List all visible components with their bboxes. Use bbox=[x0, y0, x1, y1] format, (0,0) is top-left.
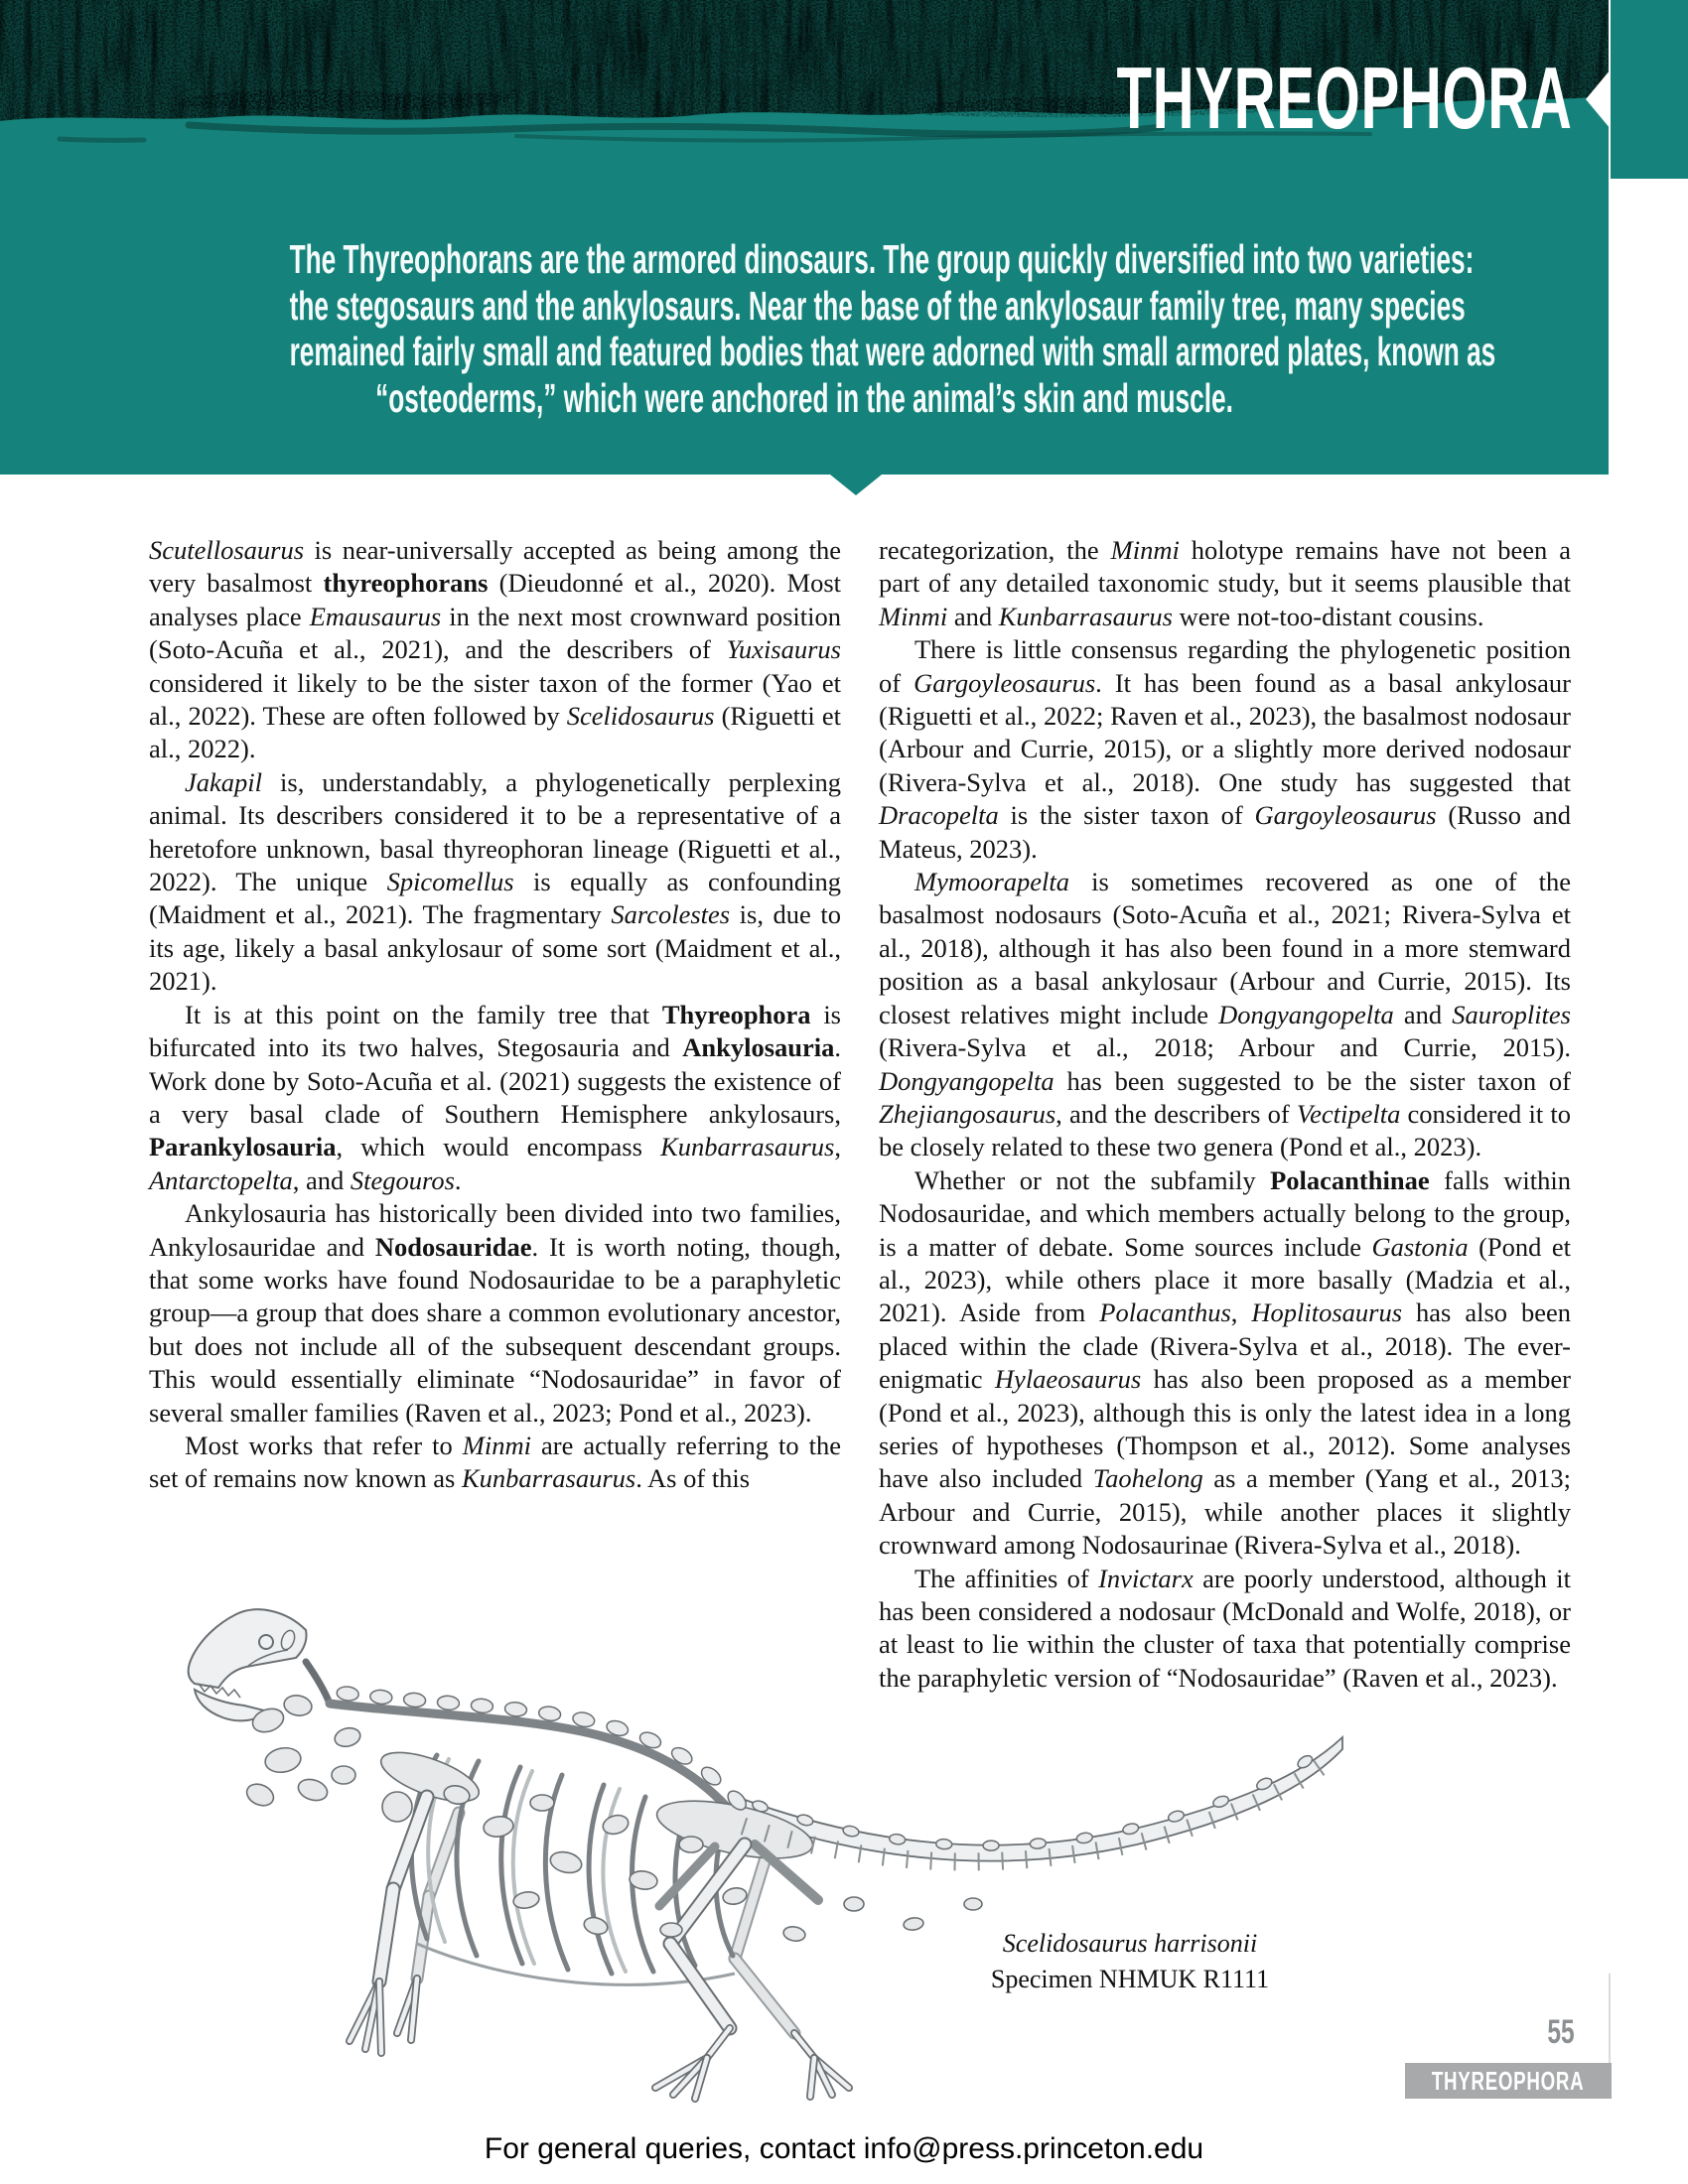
text-column-right bbox=[879, 534, 1571, 1695]
paragraph: Ankylosauria has historically been divided into two families, Ankylosauridae and Nodosauridae. It is worth noting, though, that some works have found Nodosauridae to be a paraphyletic group—a group that does share a common evolutionary ancestor, but does not include all of the subsequent descendant groups. This would essentially eliminate “Nodosauridae” in favor of several smaller families (Raven et al., 2023; Pond et al., 2023). bbox=[149, 1198, 841, 1428]
copyright-line: distributed, posted, or reproduced in any form by digital or mechanical bbox=[501, 43, 1177, 68]
osteoderm-scute bbox=[369, 1689, 392, 1705]
text-column-left bbox=[149, 534, 841, 1496]
figure-caption bbox=[931, 1926, 1329, 1997]
margin-rule bbox=[1609, 1974, 1611, 2063]
footer-tab-label: THYREOPHORA bbox=[1432, 2065, 1585, 2096]
intro-line: “osteoderms,” which were anchored in the animal’s skin and muscle. bbox=[375, 374, 1233, 421]
osteoderm-scute bbox=[504, 1702, 527, 1717]
left-arrow-icon bbox=[1586, 69, 1611, 129]
header-notch bbox=[830, 475, 882, 495]
osteoderm-scute bbox=[983, 1841, 999, 1850]
scelidosaurus-skeleton bbox=[99, 1547, 1350, 2103]
paragraph: The affinities of Invictarx are poorly understood, although it has been considered a nodosaur (McDonald and Wolfe, 2018), or at least to lie within the cluster of taxa that potentially comprise the paraphyletic version of “Nodosauridae” (Raven et al., 2023). bbox=[879, 1563, 1572, 1693]
intro-line: the stegosaurs and the ankylosaurs. Near the base of the ankylosaur family tree, many species bbox=[289, 282, 1466, 329]
osteoderm-scute bbox=[538, 1706, 562, 1722]
hind-leg bbox=[655, 1844, 745, 2099]
chapter-title: THYREOPHORA bbox=[1115, 49, 1572, 147]
page-number: 55 bbox=[1547, 2013, 1575, 2051]
copyright-notice bbox=[501, 14, 1177, 99]
paragraph: recategorization, the Minmi holotype remains have not been a part of any detailed taxonomic study, but it seems plausible that Minmi and Kunbarrasaurus were not-too-distant cousins. bbox=[879, 535, 1572, 631]
paragraph: Mymoorapelta is sometimes recovered as one of the basalmost nodosaurs (Soto-Acuña et al., 2021; Rivera-Sylva et al., 2018), although it has also been found in a more stemward position as a basal ankylosaur (Arbour and Currie, 2015). Its closest relatives might include Dongyangopelta and Sauroplites (Rivera-Sylva et al., 2018; Arbour and Currie, 2015). Dongyangopelta has been suggested to be the sister taxon of Zhejiangosaurus, and the describers of Vectipelta considered it to be closely related to these two genera (Pond et al., 2023). bbox=[879, 867, 1572, 1162]
chapter-footer-tab bbox=[1405, 2063, 1612, 2099]
osteoderm-scute bbox=[935, 1839, 952, 1849]
intro-line: The Thyreophorans are the armored dinosaurs. The group quickly diversified into two varieties: bbox=[289, 236, 1475, 282]
caption-specimen-number: Specimen NHMUK R1111 bbox=[990, 1965, 1270, 1993]
intro-line: remained fairly small and featured bodies that were adorned with small armored plates, known as bbox=[289, 329, 1496, 374]
copyright-line: © Copyright, Princeton University Press. No part of this book may be bbox=[501, 15, 1165, 40]
tail-vertebra-tick bbox=[1026, 1850, 1027, 1868]
tail-vertebra-tick bbox=[930, 1852, 931, 1870]
paragraph: There is little consensus regarding the phylogenetic position of Gargoyleosaurus. It has been found as a basal ankylosaur (Riguetti et al., 2022; Raven et al., 2023), the basalmost nodosaur (Arbour and Currie, 2015), or a slightly more derived nodosaur (Rivera-Sylva et al., 2018). One study has suggested that Dracopelta is the sister taxon of Gargoyleosaurus (Russo and Mateus, 2023). bbox=[879, 634, 1572, 864]
copyright-line: means without prior written permission of the publisher. bbox=[501, 71, 1035, 96]
publisher-query-line: For general queries, contact info@press.princeton.edu bbox=[484, 2132, 1204, 2165]
osteoderm-scute bbox=[437, 1695, 460, 1710]
osteoderm-scute bbox=[1030, 1838, 1047, 1848]
caption-species-name: Scelidosaurus harrisonii bbox=[1002, 1929, 1258, 1958]
paragraph: Scutellosaurus is near-universally accepted as being among the very basalmost thyreophorans (Dieudonné et al., 2020). Most analyses place Emausaurus in the next most crownward position (Soto-Acuña et al., 2021), and the describers of Yuxisaurus considered it likely to be the sister taxon of the former (Yao et al., 2022). These are often followed by Scelidosaurus (Riguetti et al., 2022). bbox=[149, 535, 841, 764]
chapter-intro bbox=[0, 236, 1609, 421]
osteoderm-scute bbox=[471, 1698, 493, 1713]
skeleton-illustration bbox=[99, 1547, 1350, 2103]
paragraph: Whether or not the subfamily Polacanthinae falls within Nodosauridae, and which members actually belong to the group, is a matter of debate. Some sources include Gastonia (Pond et al., 2023), while others place it more basally (Madzia et al., 2021). Aside from Polacanthus, Hoplitosaurus has also been placed within the clade (Rivera-Sylva et al., 2018). The ever-enigmatic Hylaeosaurus has also been proposed as a member (Pond et al., 2023), although this is only the latest idea in a long series of hypotheses (Thompson et al., 2012). Some analyses have also included Taohelong as a member (Yang et al., 2013; Arbour and Currie, 2015), while another places it slightly crownward among Nodosaurinae (Rivera-Sylva et al., 2018). bbox=[879, 1164, 1572, 1561]
paragraph: Most works that refer to Minmi are actually referring to the set of remains now known as Kunbarrasaurus. As of this bbox=[149, 1430, 841, 1494]
chapter-header-panel bbox=[0, 0, 1609, 475]
paragraph: It is at this point on the family tree that Thyreophora is bifurcated into its two halves, Stegosauria and Ankylosauria. Work done by Soto-Acuña et al. (2021) suggests the existence of a very basal clade of Southern Hemisphere ankylosaurs, Parankylosauria, which would encompass Kunbarrasaurus, Antarctopelta, and Stegouros. bbox=[149, 999, 841, 1195]
osteoderm-scute bbox=[336, 1686, 358, 1702]
paragraph: Jakapil is, understandably, a phylogenetically perplexing animal. Its describers considered it to be a representative of a heretofore unknown, basal thyreophoran lineage (Riguetti et al., 2022). The unique Spicomellus is equally as confounding (Maidment et al., 2021). The fragmentary Sarcolestes is, due to its age, likely a basal ankylosaur of some sort (Maidment et al., 2021). bbox=[149, 766, 842, 997]
osteoderm-scute bbox=[403, 1693, 426, 1708]
corner-tab bbox=[1611, 0, 1688, 179]
tail-vertebra-tick bbox=[1002, 1852, 1003, 1870]
